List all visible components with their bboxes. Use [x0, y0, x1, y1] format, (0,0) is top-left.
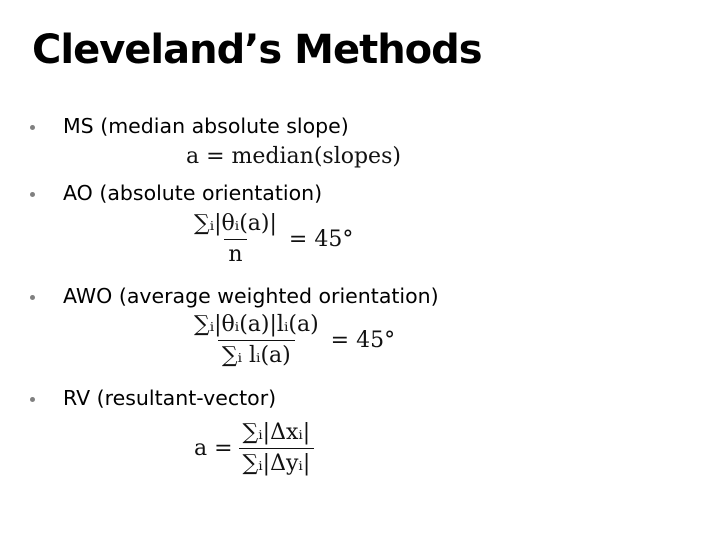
formula-ao-fraction: [190, 211, 281, 268]
formula-awo: [190, 312, 395, 369]
bullet-rv-text: RV (resultant-vector): [63, 386, 277, 410]
bullet-dot-icon: [30, 295, 35, 300]
bullet-ms: [30, 113, 349, 139]
bullet-awo: [30, 283, 439, 309]
bullet-dot-icon: [30, 192, 35, 197]
bullet-rv: [30, 385, 276, 411]
bullet-ao: [30, 180, 322, 206]
formula-ms: [186, 144, 401, 170]
slide-title: Cleveland’s Methods: [32, 27, 482, 73]
formula-ao-rhs: = 45°: [288, 226, 354, 252]
formula-ms-expression: a = median(slopes): [186, 144, 401, 169]
formula-ao: [190, 211, 353, 268]
formula-awo-denominator: ∑ᵢ lᵢ(a): [218, 340, 295, 369]
formula-rv-lhs: a =: [194, 435, 233, 461]
bullet-ao-text: AO (absolute orientation): [63, 181, 323, 205]
formula-awo-fraction: [190, 312, 323, 369]
formula-ao-denominator: n: [224, 239, 246, 268]
bullet-dot-icon: [30, 397, 35, 402]
formula-awo-rhs: = 45°: [330, 327, 396, 353]
formula-rv-numerator: ∑ᵢ|Δxᵢ|: [242, 420, 311, 445]
formula-rv-fraction: [239, 420, 315, 477]
bullet-ms-text: MS (median absolute slope): [63, 114, 349, 138]
bullet-dot-icon: [30, 125, 35, 130]
formula-ao-numerator: ∑ᵢ|θᵢ(a)|: [194, 211, 277, 236]
formula-rv-denominator: ∑ᵢ|Δyᵢ|: [239, 448, 315, 477]
formula-rv: [194, 420, 314, 477]
formula-awo-numerator: ∑ᵢ|θᵢ(a)|lᵢ(a): [194, 312, 319, 337]
bullet-awo-text: AWO (average weighted orientation): [63, 284, 439, 308]
